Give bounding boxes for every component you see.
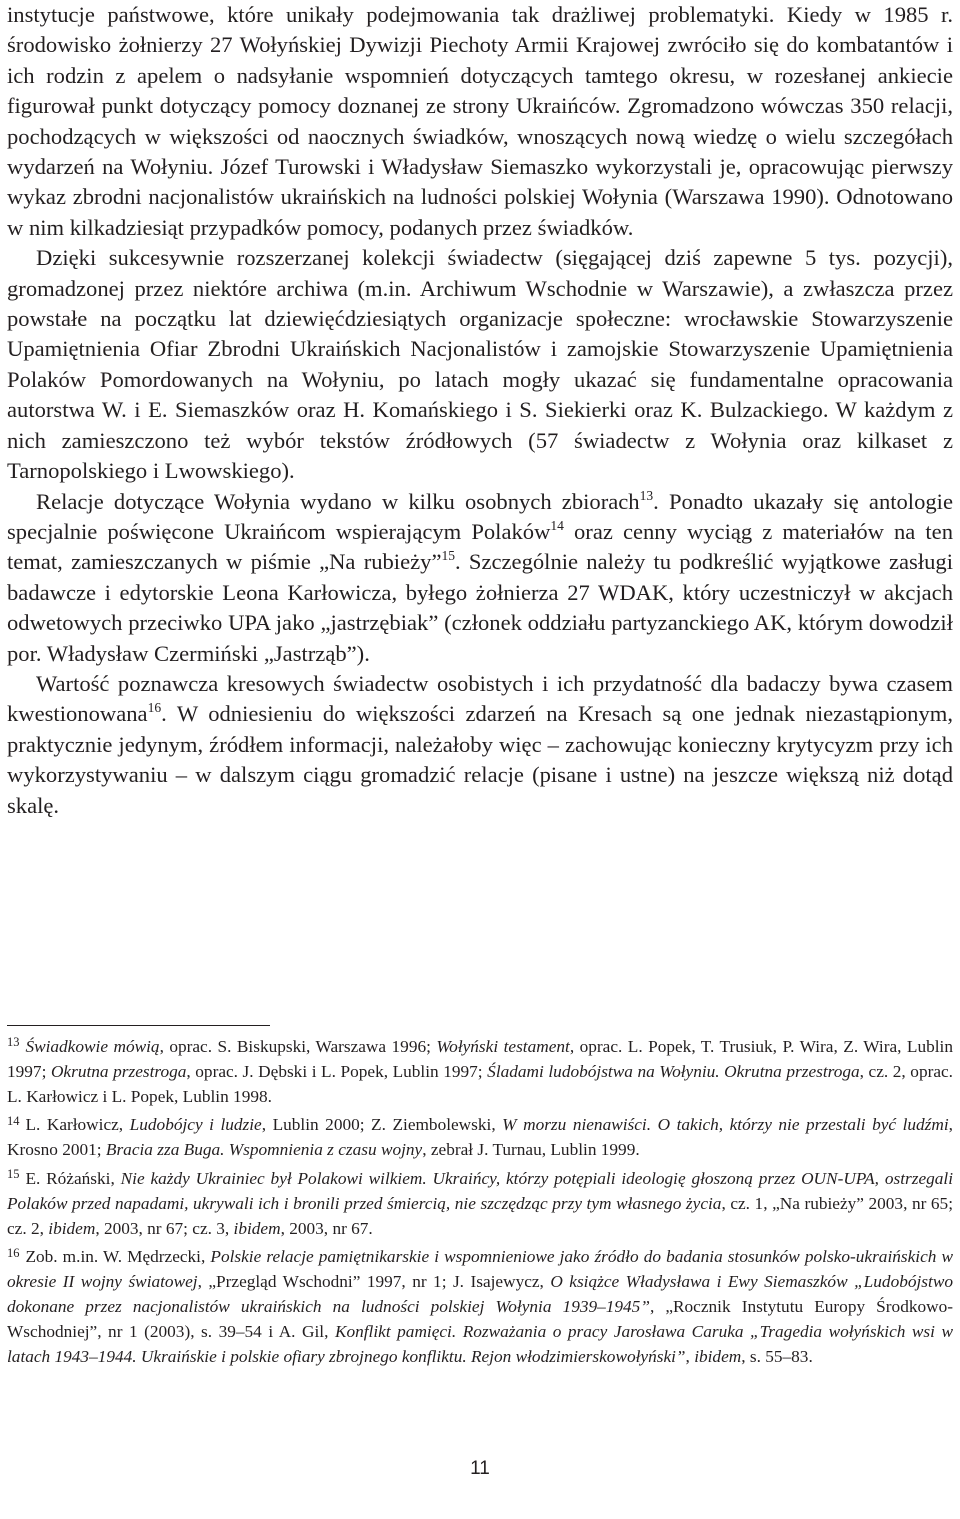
- text-run: L. Karłowicz,: [25, 1115, 130, 1135]
- italic-text: Nie każdy Ukrainiec był Polakowi wilkiem. Ukraińcy, którzy potępiali ideologię głoszoną przez OUN-UPA, ostrzegali Polaków przed napadami, ukrywali ich i bronili przed śmiercią, nie szczędząc przy tym własnego życia: [7, 1168, 954, 1213]
- document-page: [7, 0, 953, 821]
- footnote-reference: 16: [147, 700, 162, 716]
- italic-text: Śladami ludobójstwa na Wołyniu. Okrutna przestroga: [487, 1061, 860, 1081]
- text-run: instytucje państwowe, które unikały podejmowania tak drażliwej problematyki. Kiedy w 1985 r. środowisko żołnierzy 27 Wołyńskiej Dywizji Piechoty Armii Krajowej zwróciło się do kombatantów i ich rodzin z apelem o nadsyłanie wspomnień dotyczących tamtego okresu, w rozesłanej ankiecie figurował punkt dotyczący pomocy doznanej ze strony Ukraińców. Zgromadzono wówczas 350 relacji, pochodzących w większości od naocznych świadków, wnoszących nową wiedzę o wielu szczegółach wydarzeń na Wołyniu. Józef Turowski i Władysław Siemaszko wykorzystali je, opracowując pierwszy wykaz zbrodni nacjonalistów ukraińskich na ludności polskiej Wołynia (Warszawa 1990). Odnotowano w nim kilkadziesiąt przypadków pomocy, podanych przez świadków.: [7, 2, 953, 240]
- text-run: , oprac. S. Biskupski, Warszawa 1996;: [159, 1037, 437, 1056]
- page-number: 11: [470, 1458, 490, 1479]
- italic-text: O książce Władysława i Ewy Siemaszków „Ludobójstwo dokonane przez nacjonalistów ukraińskich na ludności polskiej Wołynia 1939–1945”: [7, 1272, 953, 1316]
- footnote-number: 14: [7, 1113, 20, 1128]
- italic-text: Świadkowie mówią: [25, 1037, 160, 1056]
- text-run: , s. 55–83.: [741, 1346, 813, 1366]
- text-run: , 2003, nr 67; cz. 3,: [95, 1218, 234, 1238]
- text-run: . Ponadto ukazały się antologie specjalnie poświęcone Ukraińcom wspierającym Polaków: [7, 488, 953, 544]
- body-paragraph: [7, 0, 953, 243]
- text-run: ,: [685, 1346, 695, 1366]
- text-run: , Lublin 2000; Z. Ziembolewski,: [261, 1115, 503, 1135]
- body-paragraph: [7, 669, 953, 821]
- footnote-reference: 13: [639, 487, 654, 503]
- footnote: [7, 1245, 953, 1369]
- footnote: [7, 1113, 953, 1163]
- italic-text: ibidem: [694, 1346, 742, 1366]
- italic-text: ibidem: [233, 1218, 281, 1238]
- text-run: , oprac. L. Popek, T. Trusiuk, P. Wira, Z. Wira, Lublin 1997;: [7, 1037, 953, 1081]
- text-run: , cz. 2, oprac. L. Karłowicz i L. Popek, Lublin 1998.: [7, 1061, 953, 1106]
- text-run: , cz. 1, „Na rubieży” 2003, nr 65; cz. 2,: [7, 1193, 954, 1238]
- italic-text: Okrutna przestroga: [50, 1061, 187, 1081]
- text-run: , oprac. J. Dębski i L. Popek, Lublin 1997;: [186, 1061, 488, 1081]
- footnote-reference: 14: [550, 518, 564, 534]
- text-run: , Krosno 2001;: [7, 1115, 953, 1160]
- text-run: , zebrał J. Turnau, Lublin 1999.: [422, 1140, 640, 1160]
- italic-text: Wołyński testament: [436, 1037, 570, 1056]
- italic-text: ibidem: [48, 1218, 96, 1238]
- text-run: Wartość poznawcza kresowych świadectw osobistych i ich przydatność dla badaczy bywa czasem kwestionowana: [7, 670, 953, 727]
- footnote-number: 16: [7, 1245, 20, 1260]
- text-run: Dzięki sukcesywnie rozszerzanej kolekcji świadectw (sięgającej dziś zapewne 5 tys. pozycji), gromadzonej przez niektóre archiwa (m.in. Archiwum Wschodnie w Warszawie), a zwłaszcza przez powstałe na początku lat dziewięćdziesiątych organizacje społeczne: wrocławskie Stowarzyszenie Upamiętnienia Ofiar Zbrodni Ukraińskich Nacjonalistów i zamojskie Stowarzyszenie Upamiętnienia Polaków Pomordowanych na Wołyniu, po latach mogły ukazać się fundamentalne opracowania autorstwa W. i E. Siemaszków oraz H. Komańskiego i S. Siekierki oraz K. Bulzackiego. W każdym z nich zamieszczono też wybór tekstów źródłowych (57 świadectw z Wołynia oraz kilkaset z Tarnopolskiego i Lwowskiego).: [7, 245, 953, 484]
- footnote-reference: 15: [441, 548, 456, 564]
- italic-text: W morzu nienawiści. O takich, którzy nie przestali być ludźmi: [502, 1115, 949, 1135]
- footnote-number: 13: [7, 1035, 20, 1050]
- footnote: [7, 1167, 953, 1241]
- body-text: [7, 0, 953, 821]
- footnote: [7, 1035, 953, 1109]
- text-run: , „Przegląd Wschodni” 1997, nr 1; J. Isajewycz,: [197, 1272, 551, 1292]
- text-run: oraz cenny wyciąg z materiałów na ten temat, zamieszczanych w piśmie „Na rubieży”: [7, 518, 953, 575]
- footnote-separator: [7, 1025, 270, 1026]
- text-run: Zob. m.in. W. Mędrzecki,: [25, 1247, 211, 1267]
- text-run: , „Rocznik Instytutu Europy Środkowo-Wschodniej”, nr 1 (2003), s. 39–54 i A. Gil,: [7, 1296, 953, 1341]
- italic-text: Konflikt pamięci. Rozważania o pracy Jarosława Caruka „Tragedia wołyńskich wsi w latach 1943–1944. Ukraińskie i polskie ofiary zbrojnego konfliktu. Rejon włodzimierskowołyński”: [7, 1321, 953, 1366]
- text-run: Relacje dotyczące Wołynia wydano w kilku osobnych zbiorach: [36, 488, 640, 514]
- body-paragraph: [7, 243, 953, 486]
- text-run: . Szczególnie należy tu podkreślić wyjątkowe zasługi badawcze i edytorskie Leona Karłowicza, byłego żołnierza 27 WDAK, który uczestniczył w akcjach odwetowych przeciwko UPA jako „jastrzębiak” (członek oddziału partyzanckiego AK, którym dowodził por. Władysław Czermiński „Jastrząb”).: [7, 549, 953, 666]
- text-run: . W odniesieniu do większości zdarzeń na Kresach są one jednak niezastąpionym, praktycznie jedynym, źródłem informacji, należałoby więc – zachowując konieczny krytycyzm przy ich wykorzystywaniu – w dalszym ciągu gromadzić relacje (pisane i ustne) na jeszcze większą niż dotąd skalę.: [7, 701, 953, 818]
- body-paragraph: [7, 487, 953, 669]
- italic-text: Ludobójcy i ludzie: [129, 1115, 262, 1135]
- footnotes: [7, 1035, 953, 1373]
- text-run: , 2003, nr 67.: [280, 1218, 373, 1238]
- footnote-number: 15: [7, 1167, 20, 1182]
- italic-text: Polskie relacje pamiętnikarskie i wspomnieniowe jako źródło do badania stosunków polsko-ukraińskich w okresie II wojny światowej: [7, 1247, 954, 1292]
- italic-text: Bracia zza Buga. Wspomnienia z czasu wojny: [105, 1140, 423, 1160]
- text-run: E. Różański,: [25, 1168, 121, 1188]
